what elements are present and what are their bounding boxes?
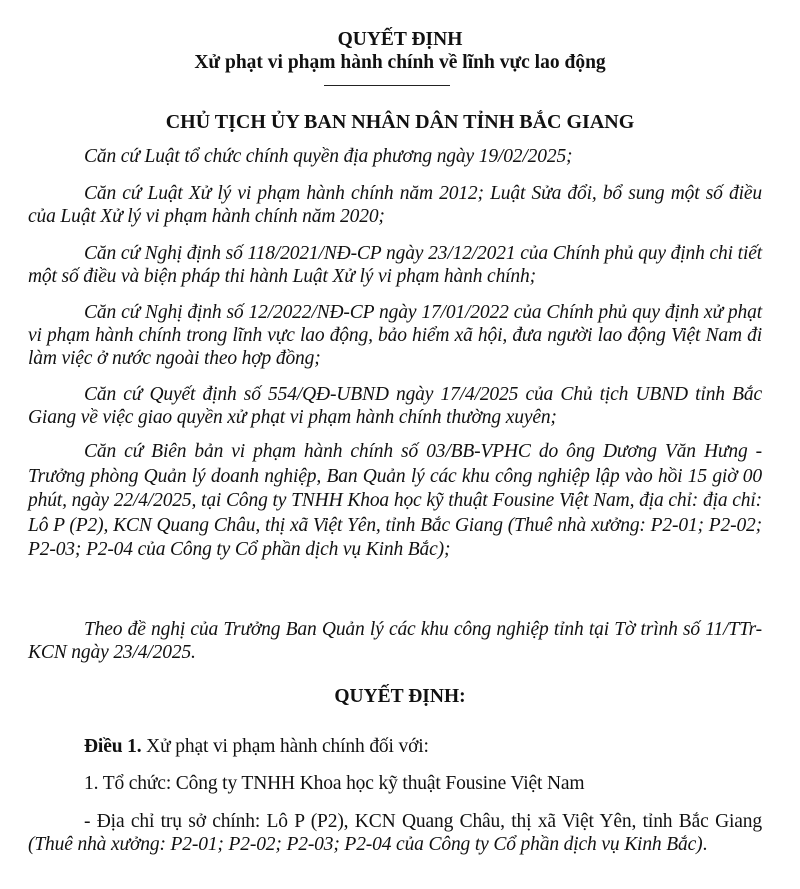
preamble-paragraph: Căn cứ Nghị định số 12/2022/NĐ-CP ngày 17/01/2022 của Chính phủ quy định xử phạt vi phạm hành chính trong lĩnh vực lao động, bảo hiểm xã hội, đưa người lao động Việt Nam đi làm việc ở nước ngoài theo hợp đồng; — [28, 302, 762, 369]
decision-heading: QUYẾT ĐỊNH: — [334, 686, 466, 707]
item-1-address — [28, 810, 762, 856]
article-1-text: Xử phạt vi phạm hành chính đối với: — [141, 736, 429, 757]
preamble-paragraph: Căn cứ Nghị định số 118/2021/NĐ-CP ngày 23/12/2021 của Chính phủ quy định chi tiết một số điều và biện pháp thi hành Luật Xử lý vi phạm hành chính; — [28, 243, 762, 287]
address-note: (Thuê nhà xưởng: P2-01; P2-02; P2-03; P2-04 của Công ty Cổ phần dịch vụ Kinh Bắc) — [28, 834, 703, 855]
preamble-paragraph: Căn cứ Luật tổ chức chính quyền địa phương ngày 19/02/2025; — [84, 146, 573, 167]
preamble-paragraph: Căn cứ Quyết định số 554/QĐ-UBND ngày 17/4/2025 của Chủ tịch UBND tỉnh Bắc Giang về việc giao quyền xử phạt vi phạm hành chính thường xuyên; — [28, 384, 762, 428]
address-text: - Địa chỉ trụ sở chính: Lô P (P2), KCN Quang Châu, thị xã Việt Yên, tỉnh Bắc Giang — [84, 811, 762, 832]
document-title: QUYẾT ĐỊNH — [337, 29, 463, 50]
preamble-paragraph: Căn cứ Biên bản vi phạm hành chính số 03/BB-VPHC do ông Dương Văn Hưng - Trưởng phòng Quản lý doanh nghiệp, Ban Quản lý các khu công nghiệp lập vào hồi 15 giờ 00 phút, ngày 22/4/2025, tại Công ty TNHH Khoa học kỹ thuật Fousine Việt Nam, địa chỉ: địa chỉ: Lô P (P2), KCN Quang Châu, thị xã Việt Yên, tỉnh Bắc Giang (Thuê nhà xưởng: P2-01; P2-02; P2-03; P2-04 của Công ty Cổ phần dịch vụ Kinh Bắc); — [28, 441, 762, 560]
address-suffix: . — [702, 834, 708, 855]
title-divider — [324, 85, 450, 86]
preamble-paragraph: Theo đề nghị của Trưởng Ban Quản lý các khu công nghiệp tỉnh tại Tờ trình số 11/TTr-KCN ngày 23/4/2025. — [28, 619, 762, 663]
preamble-paragraph: Căn cứ Luật Xử lý vi phạm hành chính năm 2012; Luật Sửa đổi, bổ sung một số điều của Luật Xử lý vi phạm hành chính năm 2020; — [28, 183, 762, 227]
article-1 — [28, 735, 762, 758]
item-1-organization: 1. Tổ chức: Công ty TNHH Khoa học kỹ thuật Fousine Việt Nam — [84, 773, 585, 794]
issuing-authority: CHỦ TỊCH ỦY BAN NHÂN DÂN TỈNH BẮC GIANG — [165, 111, 635, 133]
article-1-label: Điều 1. — [84, 736, 142, 757]
document-subtitle: Xử phạt vi phạm hành chính về lĩnh vực lao động — [194, 52, 606, 73]
